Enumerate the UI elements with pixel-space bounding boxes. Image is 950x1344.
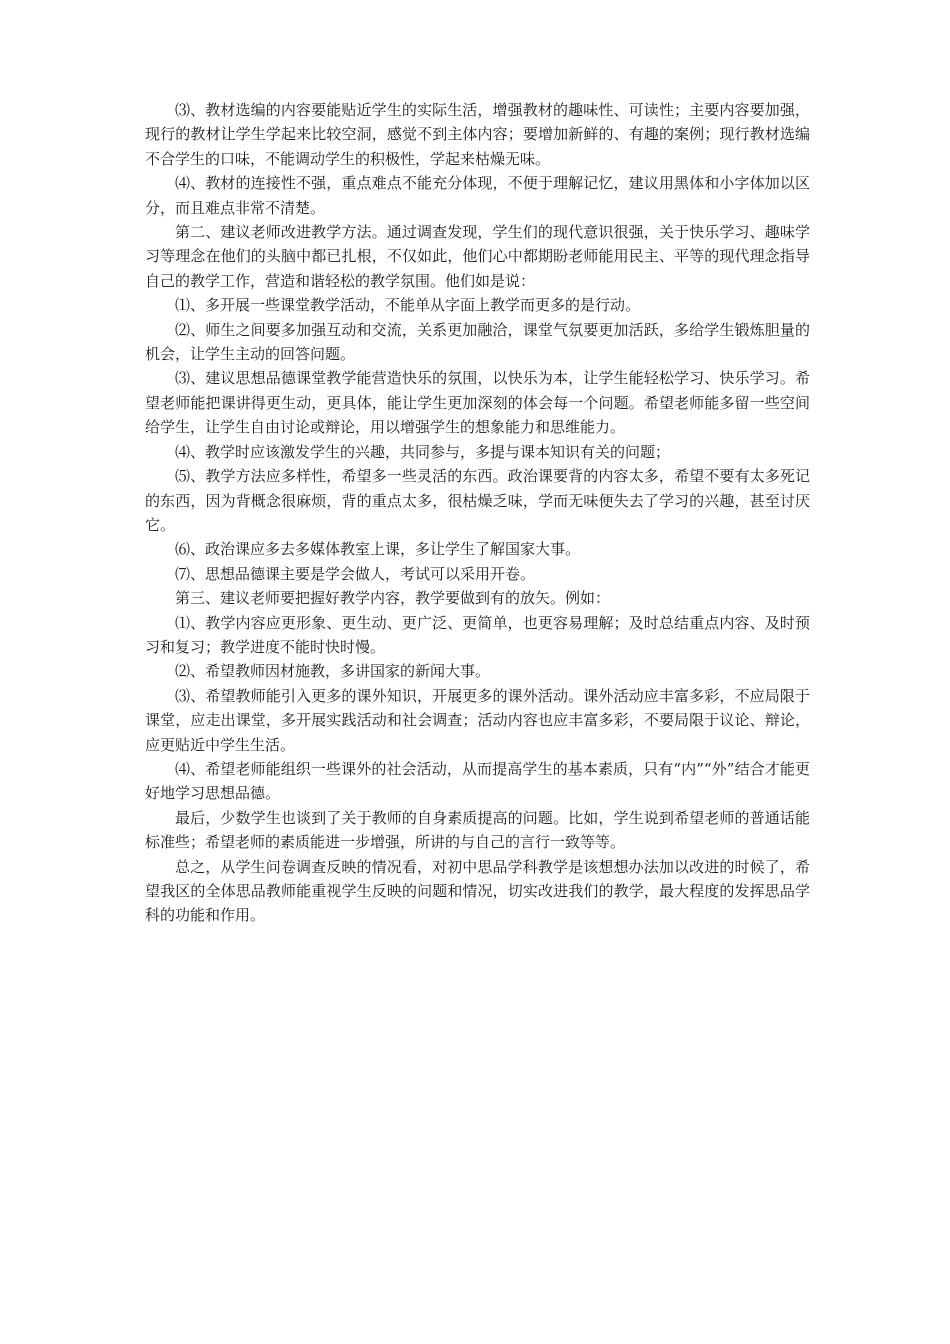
paragraph-open-book-exam: ⑺、思想品德课主要是学会做人，考试可以采用开卷。	[175, 564, 536, 583]
paragraph-textbook-content: ⑶、教材选编的内容要能贴近学生的实际生活，增强教材的趣味性、可读性；主要内容要加强，现行的教材让学生学起来比较空洞，感觉不到主体内容；要增加新鲜的、有趣的案例；现行教材选编不合学生的口味，不能调动学生的积极性，学起来枯燥无味。	[145, 101, 810, 168]
paragraph-individualized-teaching: ⑵、希望教师因材施教，多讲国家的新闻大事。	[175, 662, 491, 681]
paragraph-multimedia: ⑹、政治课应多去多媒体教室上课，多让学生了解国家大事。	[175, 540, 581, 559]
paragraph-extracurricular: ⑶、希望教师能引入更多的课外知识，开展更多的课外活动。课外活动应丰富多彩，不应局限于课堂，应走出课堂，多开展实践活动和社会调查；活动内容也应丰富多彩，不要局限于议论、辩论，应更贴近中学生生活。	[145, 686, 810, 754]
document-body	[145, 98, 810, 928]
paragraph-diverse-methods: ⑸、教学方法应多样性，希望多一些灵活的东西。政治课要背的内容太多，希望不要有太多死记的东西，因为背概念很麻烦，背的重点太多，很枯燥乏味，学而无味便失去了学习的兴趣，甚至讨厌它。	[145, 467, 810, 534]
paragraph-stimulate-interest: ⑷、教学时应该激发学生的兴趣，共同参与，多提与课本知识有关的问题；	[175, 442, 671, 461]
paragraph-classroom-activities: ⑴、多开展一些课堂教学活动，不能单从字面上教学而更多的是行动。	[175, 296, 641, 315]
paragraph-happy-atmosphere: ⑶、建议思想品德课堂教学能营造快乐的氛围，以快乐为本，让学生能轻松学习、快乐学习。希望老师能把课讲得更生动，更具体，能让学生更加深刻的体会每一个问题。希望老师能多留一些空间给学生，让学生自由讨论或辩论，用以增强学生的想象能力和思维能力。	[145, 369, 810, 437]
paragraph-social-activities: ⑷、希望老师能组织一些课外的社会活动，从而提高学生的基本素质，只有“内”“外”结合才能更好地学习思想品德。	[145, 759, 810, 803]
paragraph-section-three-heading: 第三、建议老师要把握好教学内容，教学要做到有的放矢。例如：	[175, 589, 611, 608]
paragraph-teacher-quality: 最后，少数学生也谈到了关于教师的自身素质提高的问题。比如，学生说到希望老师的普通话能标准些；希望老师的素质能进一步增强，所讲的与自己的言行一致等等。	[145, 808, 810, 852]
paragraph-teaching-content: ⑴、教学内容应更形象、更生动、更广泛、更简单，也更容易理解；及时总结重点内容、及时预习和复习；教学进度不能时快时慢。	[145, 613, 810, 656]
paragraph-teacher-student-interaction: ⑵、师生之间要多加强互动和交流，关系更加融洽，课堂气氛要更加活跃，多给学生锻炼胆量的机会，让学生主动的回答问题。	[145, 320, 810, 364]
paragraph-section-two-heading: 第二、建议老师改进教学方法。通过调查发现，学生们的现代意识很强，关于快乐学习、趣味学习等理念在他们的头脑中都已扎根，不仅如此，他们心中都期盼老师能用民主、平等的现代理念指导自己的教学工作，营造和谐轻松的教学氛围。他们如是说：	[145, 223, 810, 290]
paragraph-conclusion: 总之，从学生问卷调查反映的情况看，对初中思品学科教学是该想想办法加以改进的时候了，希望我区的全体思品教师能重视学生反映的问题和情况，切实改进我们的教学，最大程度的发挥思品学科的功能和作用。	[145, 857, 810, 925]
paragraph-textbook-connectivity: ⑷、教材的连接性不强，重点难点不能充分体现，不便于理解记忆，建议用黑体和小字体加以区分，而且难点非常不清楚。	[145, 174, 810, 217]
